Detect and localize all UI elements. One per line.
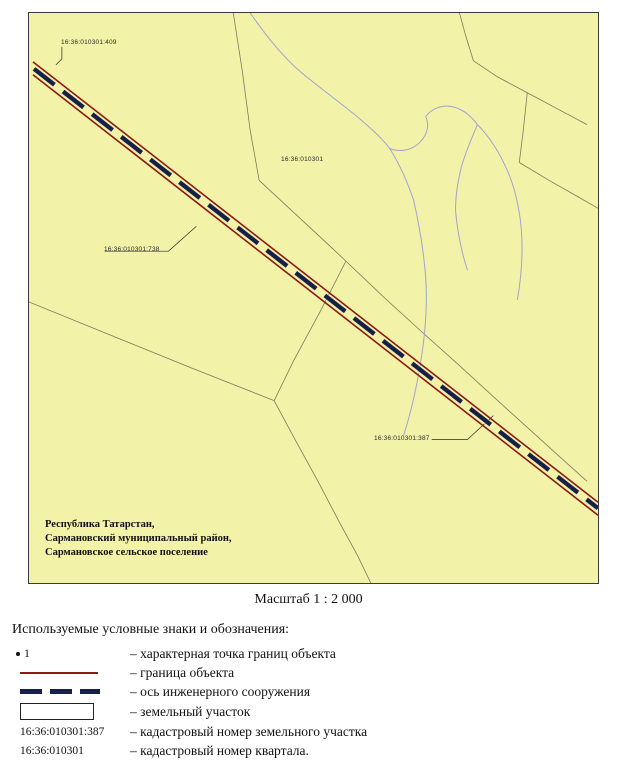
legend-symbol-point (10, 644, 130, 663)
legend-symbol-engineering-axis (10, 682, 130, 701)
map-scale-text: Масштаб 1 : 2 000 (254, 592, 363, 607)
legend-row-cadastral-number-parcel (10, 722, 610, 741)
legend-title: Используемые условные знаки и обозначения: (12, 622, 290, 637)
land-parcel-box-icon (20, 703, 94, 720)
legend-symbol-land-parcel (10, 701, 130, 722)
object-boundary-line-icon (20, 672, 98, 674)
legend-desc-cadastral-number-parcel: – кадастровый номер земельного участка (130, 723, 368, 739)
legend-symbol-object-boundary (10, 663, 130, 682)
territory-caption (45, 518, 232, 560)
legend-row-engineering-axis (10, 682, 610, 701)
legend-row-object-boundary (10, 663, 610, 682)
point-number-label: 1 (24, 646, 30, 660)
legend-desc-cadastral-number-quarter: – кадастровый номер квартала. (130, 742, 309, 758)
map-drawing (29, 13, 598, 583)
parcel-boundary-lines (29, 13, 598, 583)
cadastral-map-panel (28, 12, 599, 584)
legend-symbol-cadastral-number-quarter (10, 741, 130, 760)
cadastral-number-parcel-sample: 16:36:010301:387 (20, 725, 105, 738)
engineering-axis-line (34, 69, 598, 508)
characteristic-point-icon (16, 646, 30, 661)
legend-desc-land-parcel: – земельный участок (130, 703, 251, 719)
legend-row-characteristic-point (10, 644, 610, 663)
territory-caption-line-3: Сармановское сельское поселение (45, 547, 208, 558)
legend-desc-characteristic-point: – характерная точка границ объекта (130, 645, 336, 661)
map-label-16-36-010301-387: 16:36:010301:387 (374, 435, 430, 442)
territory-caption-line-2: Сармановский муниципальный район, (45, 533, 232, 544)
engineering-axis-line-icon (20, 689, 100, 694)
territory-caption-line-1: Республика Татарстан, (45, 519, 155, 530)
map-label-16-36-010301-738: 16:36:010301:738 (104, 246, 160, 253)
map-label-16-36-010301: 16:36:010301 (281, 156, 324, 163)
legend-row-land-parcel (10, 701, 610, 722)
legend-symbol-cadastral-number-parcel (10, 722, 130, 741)
legend-desc-engineering-axis: – ось инженерного сооружения (130, 683, 311, 699)
label-leader-lines (56, 47, 493, 440)
cadastral-number-quarter-sample: 16:36:010301 (20, 744, 84, 757)
legend-desc-object-boundary: – граница объекта (130, 664, 235, 680)
hydro-lines (250, 13, 522, 436)
legend-row-cadastral-number-quarter (10, 741, 610, 760)
legend (10, 622, 610, 760)
map-label-16-36-010301-409: 16:36:010301:409 (61, 39, 117, 46)
